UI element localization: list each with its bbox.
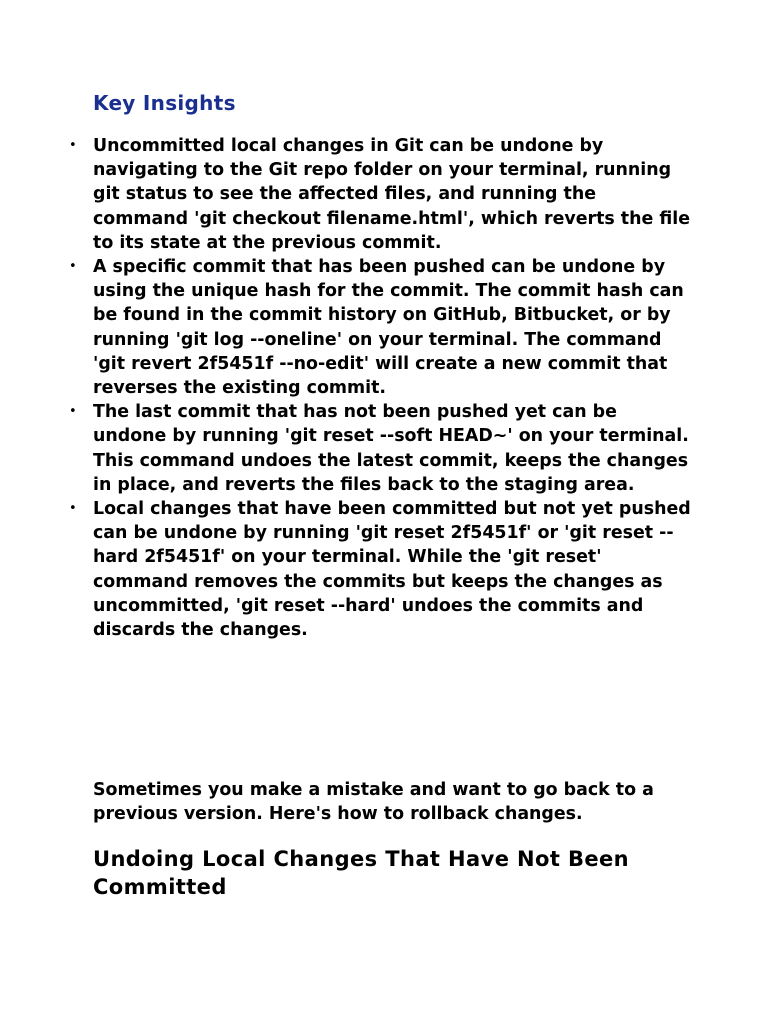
list-item [69,497,693,642]
list-item-text: A specific commit that has been pushed can be undone by using the unique hash for the commit. The commit hash can be found in the commit history on GitHub, Bitbucket, or by running 'git log --oneline' on your terminal. The command 'git revert 2f5451f --no-edit' will create a new commit that reverses the existing commit. [93,257,684,399]
key-insights-heading: Key Insights [93,91,236,115]
list-item-text: The last commit that has not been pushed yet can be undone by running 'git reset --soft HEAD~' on your terminal. This command undoes the latest commit, keeps the changes in place, and reverts the files back to the staging area. [93,402,689,495]
intro-paragraph: Sometimes you make a mistake and want to go back to a previous version. Here's how to rollback changes. [93,780,654,825]
list-item-text: Uncommitted local changes in Git can be undone by navigating to the Git repo folder on your terminal, running git status to see the affected files, and running the command 'git checkout filename.html', which reverts the file to its state at the previous commit. [93,136,690,253]
section-heading: Undoing Local Changes That Have Not Been Committed [93,847,630,899]
bullet-icon: • [69,259,77,275]
list-item [69,134,693,255]
list-item [69,255,693,400]
list-item [69,400,693,497]
key-insights-list [69,134,693,642]
bullet-icon: • [69,138,77,153]
list-item-text: Local changes that have been committed but not yet pushed can be undone by running 'git reset 2f5451f' or 'git reset --hard 2f5451f' on your terminal. While the 'git reset' command removes the commits but keeps the changes as uncommitted, 'git reset --hard' undoes the commits and discards the changes. [93,499,691,641]
bullet-icon: • [69,501,77,517]
bullet-icon: • [69,404,77,420]
